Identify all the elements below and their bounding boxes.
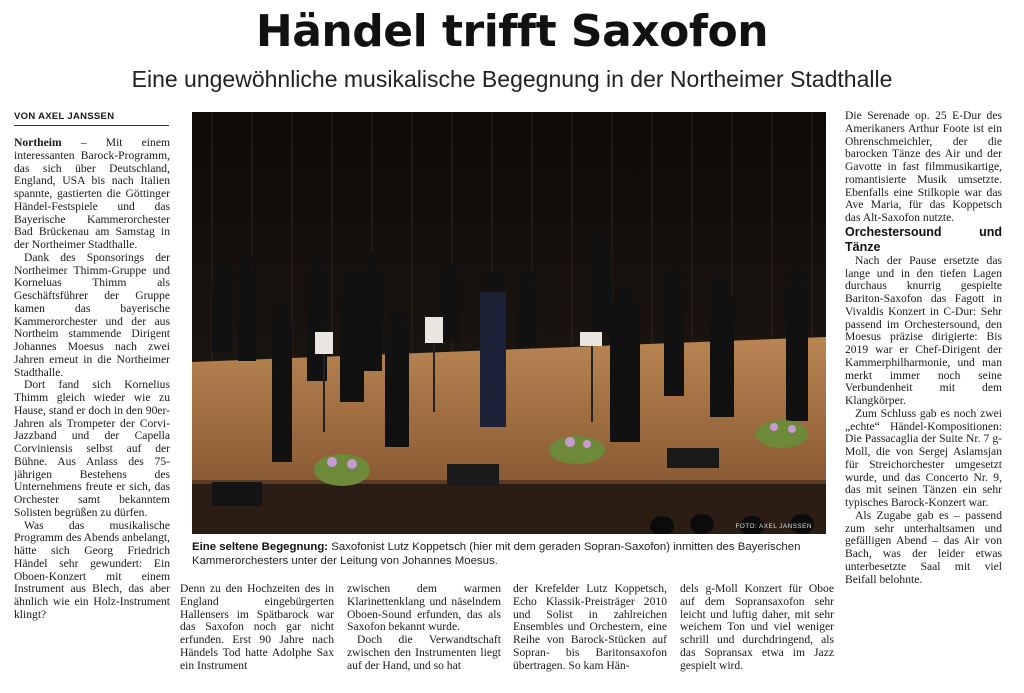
dateline-location: Northeim: [14, 137, 62, 149]
paragraph: Nach der Pause ersetzte das lange und in den tiefen Lagen durchaus knurrig gespielte Bariton-Saxofon das Fagott in Vivaldis Konzert in C-Dur: Sehr passend im Orchestersound, den Moesus präzise dirigierte: Bis 2019 war er Chef-Dirigent der Kammerphilharmonie, und man merkt immer noch seine Verbundenheit mit dem Klangkörper.: [845, 253, 1002, 407]
caption-lead: Eine seltene Begegnung:: [192, 541, 329, 553]
paragraph: Was das musikalische Programm des Abends anbelangt, hätte sich Georg Friedrich Händel sehr gewundert: Ein Oboen-Konzert mit einem Instrument aus Blech, das aber ähnlich wie ein Holz-Instrument klingt?: [14, 518, 170, 621]
article-column-4: [513, 583, 667, 691]
photo-caption: [192, 540, 826, 568]
photo-credit: FOTO: AXEL JANSSEN: [735, 523, 812, 530]
paragraph: Denn zu den Hochzeiten des in England eingebürgerten Hallensers im Spätbarock war das Saxofon noch gar nicht erfunden. Erst 90 Jahre nach Händels Tod hatte Adolphe Sax ein Instrument: [180, 583, 334, 672]
paragraph: Dank des Sponsorings der Northeimer Thimm-Gruppe und Korneluas Thimm als Geschäftsführer der Gruppe kamen das bayerische Kammerorchester und der aus Northeim stammende Dirigent Johannes Moesus nach zwei Jahren erneut in die Northeimer Stadthalle.: [14, 250, 170, 379]
paragraph: der Krefelder Lutz Koppetsch, Echo Klassik-Preisträger 2010 und Solist in zahlreichen Ensembles und Orchestern, eine Reihe von Barock-Stücken auf Sopran- bis Baritonsaxofon übertragen. So kam Hän-: [513, 583, 667, 672]
article-column-5: [680, 583, 834, 691]
paragraph: dels g-Moll Konzert für Oboe auf dem Sopransaxofon sehr leicht und luftig daher, mit sehr weichem Ton und viel weniger schrill und durchdringend, als das Sopransax etwa im Jazz gespielt wird.: [680, 583, 834, 672]
article-column-3: [347, 583, 501, 691]
paragraph: [14, 137, 170, 252]
section-subheading: Orchestersound und Tänze: [845, 224, 1002, 254]
article-column-2: [180, 583, 334, 691]
paragraph: Zum Schluss gab es noch zwei „echte“ Händel-Kompositionen: Die Passacaglia der Suite Nr. 7 g-Moll, die von Sergej Aslamsjan für Streichorchester umgesetzt wurde, und das Concerto Nr. 9, das mit seinen Tänzen ein sehr typisches Barock-Konzert war.: [845, 406, 1002, 509]
orchestra-photo-illustration: [192, 112, 826, 534]
headline: Händel trifft Saxofon: [255, 6, 769, 57]
subheadline: Eine ungewöhnliche musikalische Begegnung in der Northeimer Stadthalle: [131, 66, 893, 92]
article-column-6: [845, 110, 1002, 690]
concert-photo: [192, 112, 826, 534]
paragraph: zwischen dem warmen Klarinettenklang und näselndem Oboen-Sound erfunden, das als Saxofon bekannt wurde.: [347, 583, 501, 634]
paragraph: Dort fand sich Kornelius Thimm gleich wieder wie zu Hause, stand er doch in den 90er-Jahren als Trompeter der Corvi-Jazzband und der Capella Corviniensis selbst auf der Bühne. Aus Anlass des 75-jährigen Bestehens des Unternehmens freute er sich, das Orchester samt bekanntem Solisten begrüßen zu dürfen.: [14, 378, 170, 519]
byline: VON AXEL JANSSEN: [14, 111, 169, 126]
paragraph: Doch die Verwandtschaft zwischen den Instrumenten liegt auf der Hand, und so hat: [347, 633, 501, 672]
caption-text: Saxofonist Lutz Koppetsch (hier mit dem geraden Sopran-Saxofon) inmitten des Bayerischen Kammerorchesters unter der Leitung von Johannes Moesus.: [192, 541, 801, 567]
paragraph: Als Zugabe gab es – passend zum sehr unterhaltsamen und gefälligen Abend – das Air von Bach, was der leider etwas unterbesetzte Saal mit viel Beifall belohnte.: [845, 508, 1002, 586]
article-column-1: [14, 137, 170, 689]
paragraph-text: – Mit einem interessanten Barock-Programm, das sich über Deutschland, England, USA bis nach Italien spannte, gastierten die Göttinger Händel-Festspiele und das Bayerische Kammerorchester Bad Brückenau am Samstag in der Northeimer Stadthalle.: [14, 137, 170, 251]
paragraph: Die Serenade op. 25 E-Dur des Amerikaners Arthur Foote ist ein Ohrenschmeichler, der die barocken Tänze des Air und der Gavotte in fast filmmusikartige, romantisierte Musik umsetzte. Ebenfalls eine Stilkopie war das Ave Maria, für das Koppetsch das Alt-Saxofon nutzte.: [845, 110, 1002, 224]
